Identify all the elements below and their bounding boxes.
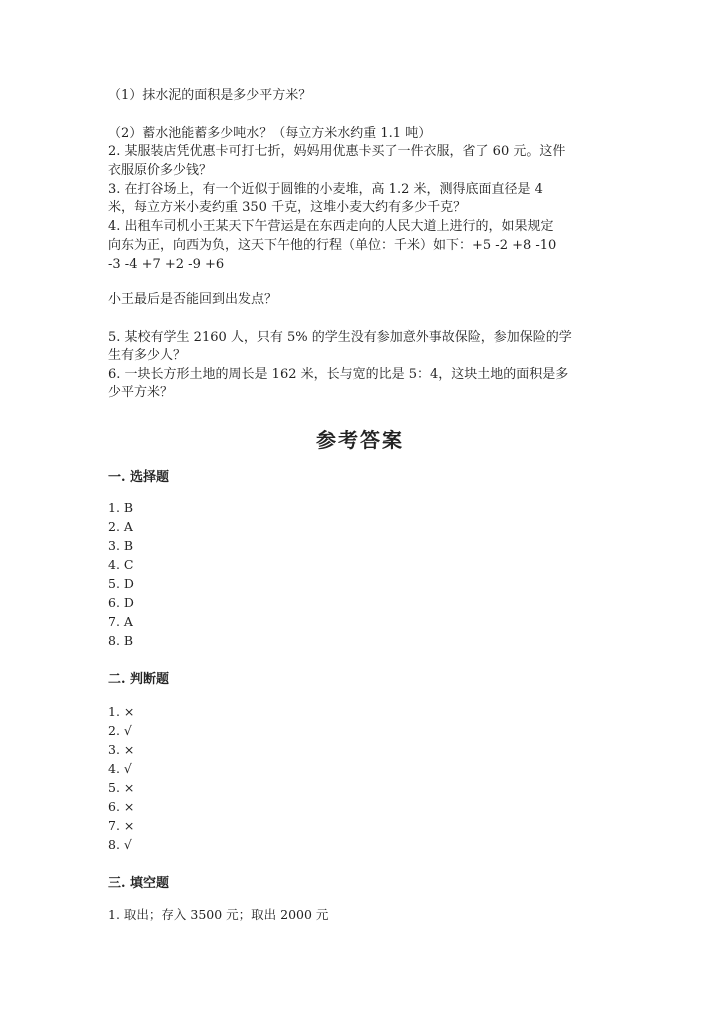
answer-item: 5. × (108, 780, 135, 795)
section-heading-fill-blank: 三. 填空题 (108, 876, 170, 891)
section-heading-judgment: 二. 判断题 (108, 672, 170, 687)
answer-item: 8. √ (108, 837, 132, 852)
q6-line1: 6. 一块长方形土地的周长是 162 米，长与宽的比是 5：4，这块土地的面积是多 (108, 367, 569, 382)
answer-item: 1. B (108, 500, 134, 515)
q5-line2: 生有多少人？ (108, 348, 187, 363)
answer-item: 5. D (108, 576, 134, 591)
q2-line2: 衣服原价多少钱？ (108, 163, 213, 178)
q2-line1: 2. 某服装店凭优惠卡可打七折，妈妈用优惠卡买了一件衣服，省了 60 元。这件 (108, 144, 566, 159)
answer-item: 6. × (108, 799, 135, 814)
answer-key-title: 参考答案 (316, 428, 404, 452)
answer-item: 3. B (108, 538, 134, 553)
q6-line2: 少平方米？ (108, 385, 174, 400)
answer-item: 2. A (108, 519, 133, 534)
answer-item: 1. 取出；存入 3500 元；取出 2000 元 (108, 907, 329, 922)
q4-line1: 4. 出租车司机小王某天下午营运是在东西走向的人民大道上进行的，如果规定 (108, 219, 554, 234)
answer-item: 6. D (108, 595, 134, 610)
answer-item: 7. A (108, 614, 133, 629)
q4-question: 小王最后是否能回到出发点？ (108, 292, 278, 307)
answer-item: 2. √ (108, 723, 132, 738)
q4-line2: 向东为正，向西为负，这天下午他的行程（单位：千米）如下：+5 -2 +8 -10 (108, 238, 557, 253)
q1-sub1: （1）抹水泥的面积是多少平方米？ (108, 88, 312, 103)
q4-line3: -3 -4 +7 +2 -9 +6 (108, 257, 225, 272)
q3-line2: 米，每立方米小麦约重 350 千克，这堆小麦大约有多少千克？ (108, 200, 467, 215)
answer-item: 8. B (108, 633, 134, 648)
section-heading-choice: 一. 选择题 (108, 470, 170, 485)
answer-item: 7. × (108, 818, 135, 833)
answer-item: 3. × (108, 742, 135, 757)
q1-sub2: （2）蓄水池能蓄多少吨水？（每立方米水约重 1.1 吨） (108, 126, 432, 141)
answer-item: 4. C (108, 557, 134, 572)
answer-item: 1. × (108, 704, 135, 719)
answer-item: 4. √ (108, 761, 132, 776)
q5-line1: 5. 某校有学生 2160 人，只有 5% 的学生没有参加意外事故保险，参加保险的学 (108, 330, 572, 345)
q3-line1: 3. 在打谷场上，有一个近似于圆锥的小麦堆，高 1.2 米，测得底面直径是 4 (108, 182, 543, 197)
